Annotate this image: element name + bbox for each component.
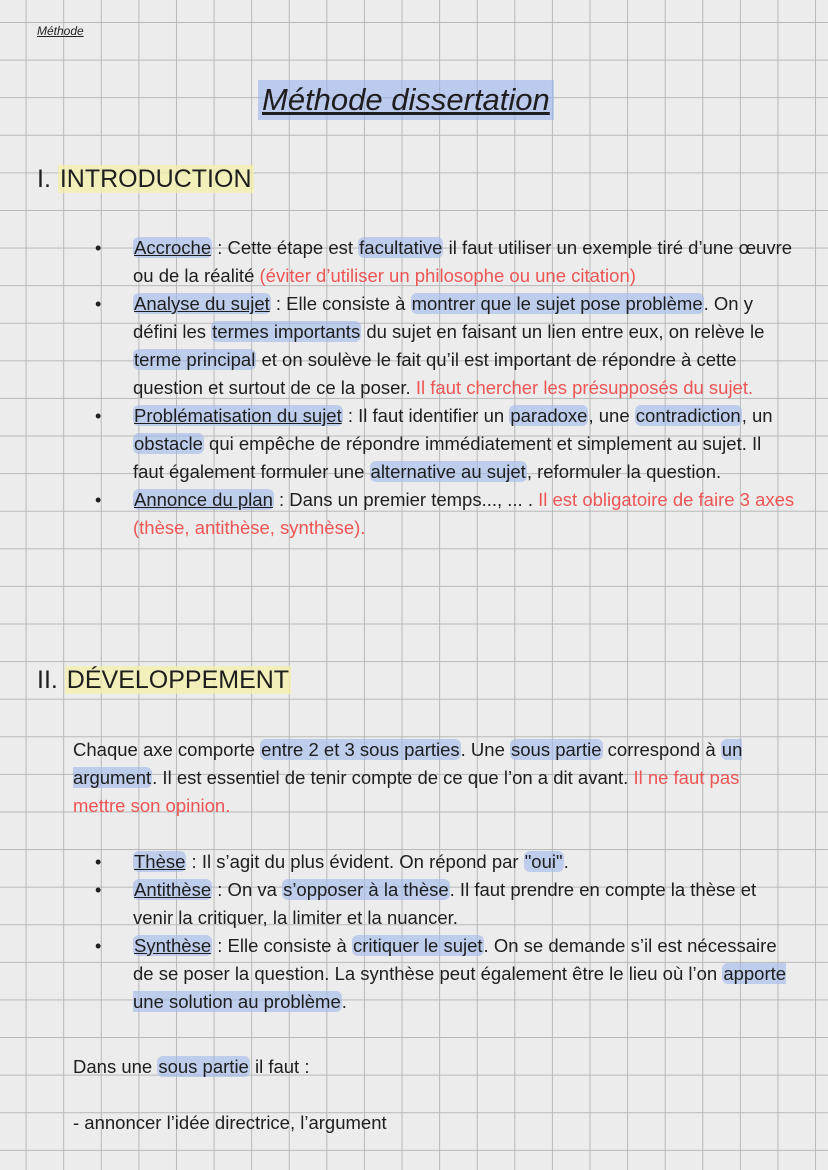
bullet-line-idee-directrice: - annoncer l’idée directrice, l’argument [73,1112,387,1133]
list-item-problematisation: • Problématisation du sujet : Il faut identifier un paradoxe, une contradiction, un obstacle qui empêche de répondre immédiatement et simplement au sujet. Il faut également formuler une alternative au sujet, reformuler la question. [95,402,795,486]
list-item-annonce: • Annonce du plan : Dans un premier temps..., ... . Il est obligatoire de faire 3 axes (thèse, antithèse, synthèse). [95,486,795,542]
list-item-synthese: • Synthèse : Elle consiste à critiquer le sujet. On se demande s’il est nécessaire de se poser la question. La synthèse peut également être le lieu où l’on apporte une solution au problème. [95,932,795,1016]
term-synthese: Synthèse [134,935,212,956]
page-header-tag: Méthode [37,24,84,38]
sous-partie-line: Dans une sous partie il faut : [73,1056,310,1077]
list-item-analyse: • Analyse du sujet : Elle consiste à montrer que le sujet pose problème. On y défini les termes importants du sujet en faisant un lien entre eux, on relève le terme principal et on soulève le fait qu’il est important de répondre à cette question et surtout de ce la poser. Il faut chercher les présupposés du sujet. [95,290,795,402]
section-developpement-title [37,664,291,696]
term-annonce: Annonce du plan [134,489,273,510]
list-item-antithese: • Antithèse : On va s’opposer à la thèse. Il faut prendre en compte la thèse et venir la critiquer, la limiter et la nuancer. [95,876,795,932]
document-title: Méthode dissertation [258,80,554,120]
list-item-accroche: • Accroche : Cette étape est facultative il faut utiliser un exemple tiré d’une œuvre ou de la réalité (éviter d’utiliser un philosophe ou une citation) [95,234,795,290]
term-analyse: Analyse du sujet [134,293,270,314]
term-these: Thèse [134,851,186,872]
section-number: I. [37,165,58,193]
section-title-word: DÉVELOPPEMENT [66,666,290,694]
developpement-paragraph: Chaque axe comporte entre 2 et 3 sous parties. Une sous partie correspond à un argument. Il est essentiel de tenir compte de ce que l’on a dit avant. Il ne faut pas mettre son opinion. [73,739,743,816]
section-number: II. [37,666,65,694]
term-problematisation: Problématisation du sujet [134,405,342,426]
section-introduction-title [37,163,254,195]
term-accroche: Accroche [134,237,212,258]
section-title-word: INTRODUCTION [59,165,252,193]
introduction-list [95,234,795,542]
developpement-list [95,848,795,1016]
list-item-these: • Thèse : Il s’agit du plus évident. On répond par "oui". [95,848,795,876]
term-antithese: Antithèse [134,879,212,900]
